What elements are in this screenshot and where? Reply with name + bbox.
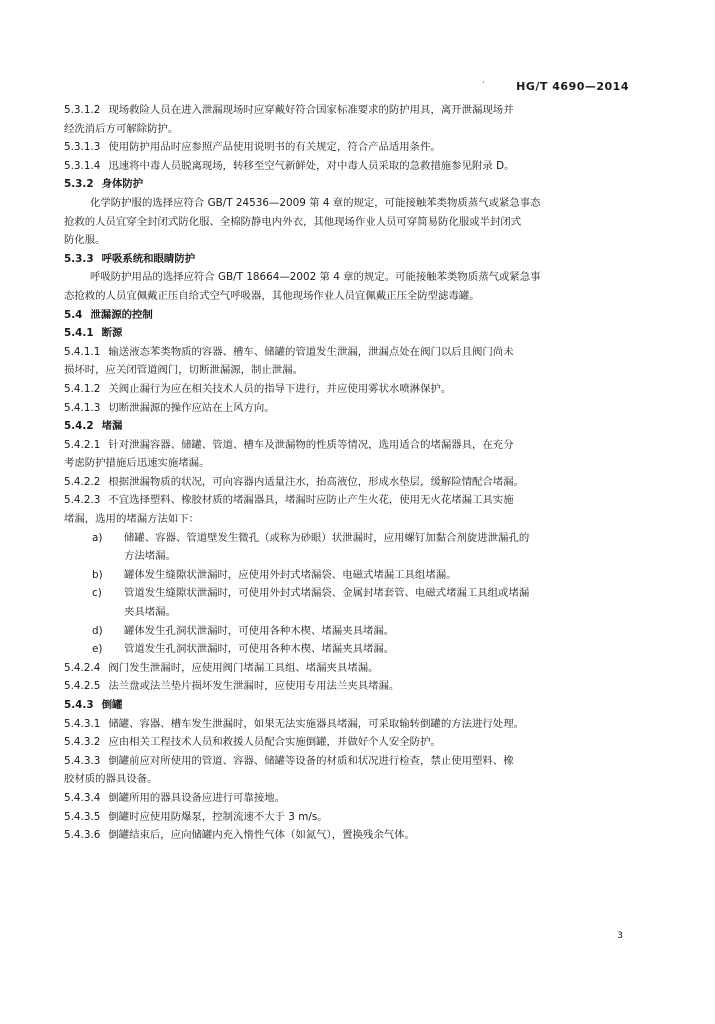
clause-number: 5.4.2.5: [64, 680, 101, 693]
text-line: [64, 380, 632, 399]
text-line: [64, 733, 632, 752]
clause-number: 5.4.3: [64, 699, 94, 711]
text-line: [64, 752, 632, 771]
text-line: [64, 510, 632, 529]
text-line: [64, 361, 632, 380]
list-item-text: 罐体发生孔洞状泄漏时，可使用各种木楔、堵漏夹具堵漏。: [124, 624, 395, 637]
clause-number: 5.4.3.6: [64, 829, 101, 842]
clause-number: 5.3.2: [64, 178, 94, 191]
clause-text: 迅速将中毒人员脱离现场，转移至空气新鲜处，对中毒人员采取的急救措施参见附录 D。: [108, 159, 515, 172]
text-line: [64, 473, 632, 492]
list-item-text: 储罐、容器、管道壁发生微孔（或称为砂眼）状泄漏时，应用螺钉加黏合剂旋进泄漏孔的: [124, 531, 530, 544]
clause-number: 5.4.3.3: [64, 754, 101, 767]
clause-text: 倒罐时应使用防爆泵，控制流速不大于 3 m/s。: [108, 810, 328, 823]
list-marker: [64, 547, 124, 566]
text-line: [64, 808, 632, 827]
list-item-text: 管道发生缝隙状泄漏时，可使用外封式堵漏袋、金属封堵套管、电磁式堵漏工具组或堵漏: [124, 587, 530, 600]
clause-text: 根据泄漏物质的状况，可向容器内适量注水，抬高液位，形成水垫层，缓解险情配合堵漏。: [108, 475, 524, 488]
text-line: [64, 436, 632, 455]
clause-text: 损坏时，应关闭管道阀门，切断泄漏源，制止泄漏。: [64, 364, 303, 377]
text-line: [64, 677, 632, 696]
section-heading: 呼吸系统和眼睛防护: [101, 252, 196, 265]
clause-text: 关阀止漏行为应在相关技术人员的指导下进行，并应使用雾状水喷淋保护。: [108, 382, 452, 395]
list-marker: c): [92, 587, 102, 600]
clause-text: 现场救险人员在进入泄漏现场时应穿戴好符合国家标准要求的防护用具，离开泄漏现场并: [108, 104, 514, 116]
section-heading: 倒罐: [101, 699, 123, 711]
list-item-text: 罐体发生缝隙状泄漏时，应使用外封式堵漏袋、电磁式堵漏工具组堵漏。: [124, 568, 457, 581]
clause-number: 5.4.1.3: [64, 401, 101, 414]
list-marker: a): [92, 531, 103, 544]
clause-text: 防化服。: [64, 234, 106, 247]
clause-text: 输送液态苯类物质的容器、槽车、储罐的管道发生泄漏，泄漏点处在阀门以后且阀门尚未: [108, 345, 514, 358]
clause-text: 阀门发生泄漏时，应使用阀门堵漏工具组、堵漏夹具堵漏。: [108, 661, 379, 674]
clause-text: 不宜选择塑料、橡胶材质的堵漏器具，堵漏时应防止产生火花，使用无火花堵漏工具实施: [108, 494, 514, 507]
text-line: [64, 417, 632, 436]
text-line: [64, 659, 632, 678]
clause-text: 呼吸防护用品的选择应符合 GB/T 18664—2002 第 4 章的规定。可能接触苯类物质蒸气或紧急事: [90, 271, 541, 284]
text-line: [64, 138, 632, 157]
list-item-text: 管道发生孔洞状泄漏时，可使用各种木楔、堵漏夹具堵漏。: [124, 643, 395, 656]
page-number: 3: [617, 931, 623, 941]
text-line: [64, 584, 632, 603]
list-marker: d): [92, 624, 103, 637]
clause-number: 5.4.2.4: [64, 661, 101, 674]
clause-number: 5.4.1.1: [64, 345, 101, 358]
document-code: HG/T 4690—2014: [516, 80, 629, 93]
clause-number: 5.4.3.5: [64, 810, 101, 823]
section-heading: 堵漏: [101, 420, 123, 433]
list-item-text: 夹具堵漏。: [124, 606, 176, 619]
clause-number: 5.4.2.3: [64, 494, 101, 507]
text-line: [64, 250, 632, 269]
text-line: [64, 120, 632, 139]
list-item-text: 方法堵漏。: [124, 550, 176, 563]
list-marker: [64, 603, 124, 622]
text-line: [64, 101, 632, 120]
text-line: [64, 529, 632, 548]
clause-number: 5.4.3.4: [64, 791, 101, 804]
clause-text: 应由相关工程技术人员和救援人员配合实施倒罐，并做好个人安全防护。: [108, 736, 441, 749]
text-line: [64, 789, 632, 808]
text-line: [64, 603, 632, 622]
text-line: [64, 343, 632, 362]
clause-text: 倒罐前应对所使用的管道、容器、储罐等设备的材质和状况进行检查，禁止使用塑料、橡: [108, 754, 514, 767]
text-line: [64, 175, 632, 194]
text-line: [64, 715, 632, 734]
text-line: [64, 566, 632, 585]
clause-number: 5.4.3.2: [64, 736, 101, 749]
clause-text: 倒罐结束后，应向储罐内充入惰性气体（如氮气），置换残余气体。: [108, 829, 415, 842]
text-line: [64, 213, 632, 232]
clause-number: 5.3.1.3: [64, 141, 101, 154]
section-heading: 断源: [101, 327, 123, 340]
text-line: [64, 454, 632, 473]
clause-number: 5.4.2: [64, 420, 94, 433]
clause-text: 储罐、容器、槽车发生泄漏时，如果无法实施器具堵漏，可采取输转倒罐的方法进行处理。: [108, 717, 524, 730]
clause-number: 5.3.1.4: [64, 159, 101, 172]
clause-number: 5.4: [64, 308, 83, 321]
text-line: [64, 622, 632, 641]
clause-text: 堵漏，选用的堵漏方法如下：: [64, 513, 200, 526]
clause-text: 态抢救的人员宜佩戴正压自给式空气呼吸器，其他现场作业人员宜佩戴正压全防型滤毒罐。: [64, 289, 480, 302]
text-line: [64, 194, 632, 213]
section-heading: 身体防护: [101, 178, 144, 191]
clause-text: 化学防护服的选择应符合 GB/T 24536—2009 第 4 章的规定，可能接触苯类物质蒸气或紧急事态: [90, 196, 541, 209]
clause-number: 5.3.3: [64, 252, 94, 265]
clause-number: 5.3.1.2: [64, 104, 101, 116]
text-line: [64, 399, 632, 418]
clause-text: 倒罐所用的器具设备应进行可靠接地。: [108, 791, 285, 804]
text-line: [64, 547, 632, 566]
clause-text: 考虑防护措施后迅速实施堵漏。: [64, 457, 210, 470]
clause-number: 5.4.2.2: [64, 475, 101, 488]
header-dot: ·: [482, 78, 485, 87]
text-line: [64, 306, 632, 325]
text-line: [64, 826, 632, 845]
text-line: [64, 324, 632, 343]
clause-text: 抢救的人员宜穿全封闭式防化服、全棉防静电内外衣，其他现场作业人员可穿简易防化服或半封闭式: [64, 215, 522, 228]
clause-number: 5.4.3.1: [64, 717, 101, 730]
text-line: [64, 231, 632, 250]
text-line: [64, 491, 632, 510]
clause-text: 经洗消后方可解除防护。: [64, 122, 179, 135]
clause-text: 胶材质的器具设备。: [64, 773, 158, 786]
list-marker: b): [92, 568, 103, 581]
list-marker: e): [92, 643, 103, 656]
text-line: [64, 268, 632, 287]
section-heading: 泄漏源的控制: [90, 308, 153, 321]
clause-text: 法兰盘或法兰垫片损坏发生泄漏时，应使用专用法兰夹具堵漏。: [108, 680, 400, 693]
text-line: [64, 696, 632, 715]
text-line: [64, 287, 632, 306]
clause-number: 5.4.2.1: [64, 438, 101, 451]
clause-number: 5.4.1: [64, 327, 94, 340]
clause-text: 针对泄漏容器、储罐、管道、槽车及泄漏物的性质等情况，选用适合的堵漏器具，在充分: [108, 438, 514, 451]
text-line: [64, 640, 632, 659]
body-text: [64, 101, 632, 845]
clause-number: 5.4.1.2: [64, 382, 101, 395]
clause-text: 切断泄漏源的操作应站在上风方向。: [108, 401, 275, 414]
text-line: [64, 157, 632, 176]
text-line: [64, 770, 632, 789]
clause-text: 使用防护用品时应参照产品使用说明书的有关规定，符合产品适用条件。: [108, 141, 441, 154]
